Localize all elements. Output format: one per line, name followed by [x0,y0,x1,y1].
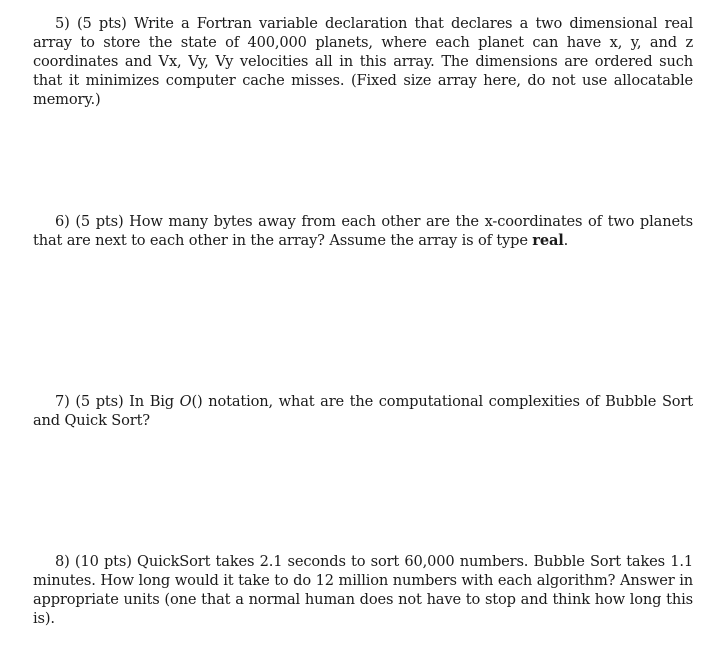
question-points: (10 pts) [74,553,132,570]
question-points: (5 pts) [75,393,124,410]
question-text: Write a Fortran variable declaration that declares a two dimensional real array to store the state of 400,000 planets, where each planet can have x, y, and z coordinates and Vx, Vy, Vy velocities all in this array. The dimensions are ordered such that it minimizes computer cache misses. (Fixed size array here, do not use allocatable memory.) [33,15,693,108]
question-text: How many bytes away from each other are the x-coordinates of two planets that are next to each other in the array? Assume the array is of type [33,213,693,249]
question-5 [33,14,693,109]
question-text-end: () notation, what are the computational complexities of Bubble Sort and Quick Sort? [33,393,693,429]
big-o-symbol: O [179,393,192,410]
question-text-end: . [563,232,569,249]
question-number: 6) [55,213,70,230]
question-6 [33,212,693,250]
question-8 [33,552,693,628]
question-number: 5) [55,15,70,32]
question-points: (5 pts) [76,15,127,32]
question-7 [33,392,693,430]
emphasis-type-name: real [532,232,564,249]
question-number: 8) [55,553,70,570]
question-text: In Big [129,393,180,410]
question-points: (5 pts) [75,213,124,230]
question-text: QuickSort takes 2.1 seconds to sort 60,000 numbers. Bubble Sort takes 1.1 minutes. How long would it take to do 12 million numbers with each algorithm? Answer in appropriate units (one that a normal human does not have to stop and think how long this is). [33,553,693,627]
question-number: 7) [55,393,70,410]
